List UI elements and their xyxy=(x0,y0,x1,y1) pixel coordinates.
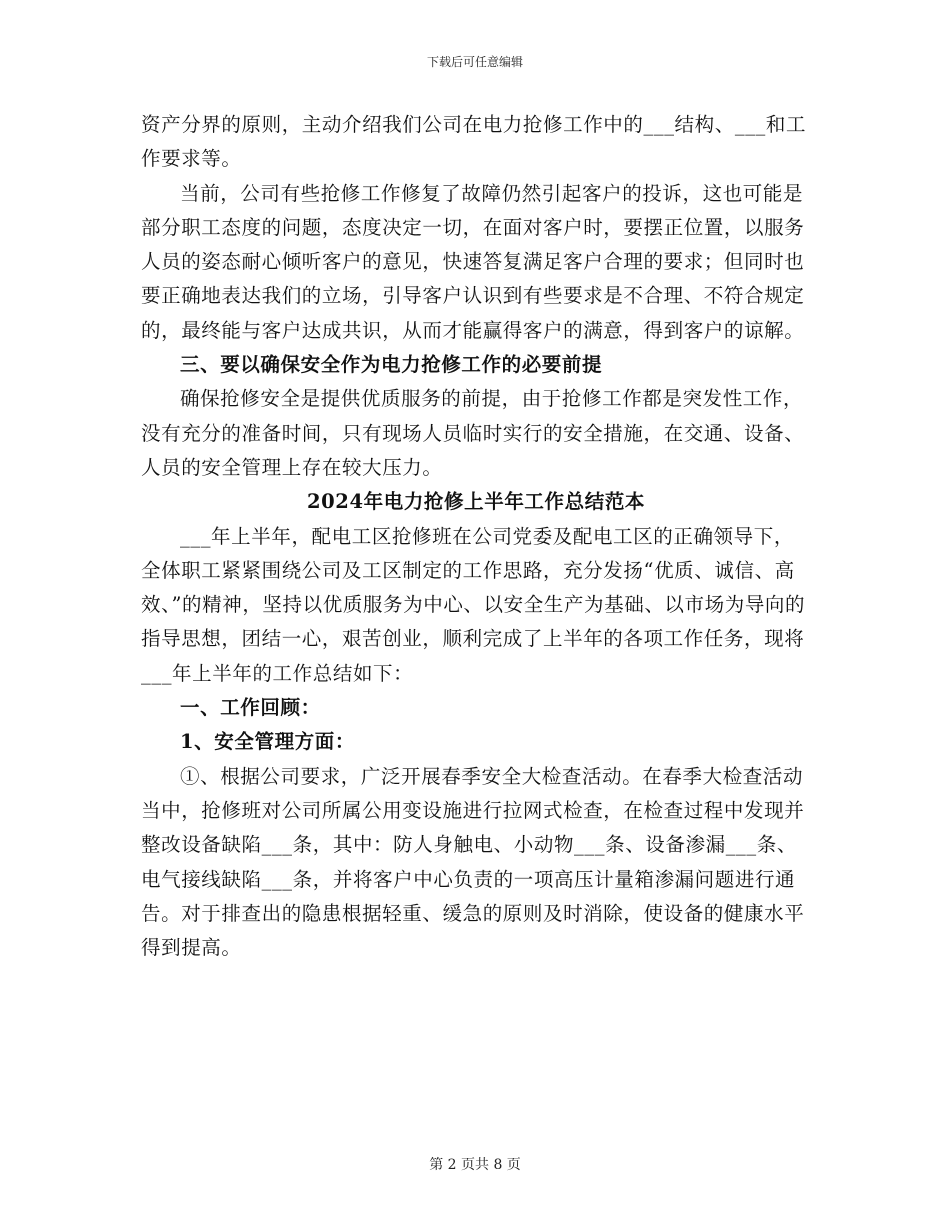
paragraph-inspection: ①、根据公司要求，广泛开展春季安全大检查活动。在春季大检查活动当中，抢修班对公司所属公用变设施进行拉网式检查，在检查过程中发现并整改设备缺陷___条，其中：防人身触电、小动物___条、设备渗漏___条、电气接线缺陷___条，并将客户中心负责的一项高压计量箱渗漏问题进行通告。对于排查出的隐患根据轻重、缓急的原则及时消除，使设备的健康水平得到提高。 xyxy=(141,764,805,960)
paragraph-safety: 确保抢修安全是提供优质服务的前提，由于抢修工作都是突发性工作，没有充分的准备时间，只有现场人员临时实行的安全措施，在交通、设备、人员的安全管理上存在较大压力。 xyxy=(141,387,805,479)
paragraph-continuation: 资产分界的原则，主动介绍我们公司在电力抢修工作中的___结构、___和工作要求等。 xyxy=(141,113,807,171)
document-title: 2024年电力抢修上半年工作总结范本 xyxy=(306,490,646,514)
section-heading-safety: 三、要以确保安全作为电力抢修工作的必要前提 xyxy=(180,353,603,377)
subsection-heading-safety-management: 1、安全管理方面： xyxy=(180,730,355,754)
paragraph-complaints: 当前，公司有些抢修工作修复了故障仍然引起客户的投诉，这也可能是部分职工态度的问题，态度决定一切，在面对客户时，要摆正位置，以服务人员的姿态耐心倾听客户的意见，快速答复满足客户合理的要求；但同时也要正确地表达我们的立场，引导客户认识到有些要求是不合理、不符合规定的，最终能与客户达成共识，从而才能赢得客户的满意，得到客户的谅解。 xyxy=(141,181,805,342)
section-heading-review: 一、工作回顾： xyxy=(180,696,321,720)
page-header: 下载后可任意编辑 xyxy=(426,55,523,69)
paragraph-intro: ___年上半年，配电工区抢修班在公司党委及配电工区的正确领导下，全体职工紧紧围绕公司及工区制定的工作思路，充分发扬“优质、诚信、高效、”的精神，坚持以优质服务为中心、以安全生产为基础、以市场为导向的指导思想，团结一心，艰苦创业，顺利完成了上半年的各项工作任务，现将___年上半年的工作总结如下： xyxy=(141,524,806,685)
page-footer: 第 2 页共 8 页 xyxy=(429,1157,521,1173)
document-body xyxy=(141,108,811,965)
